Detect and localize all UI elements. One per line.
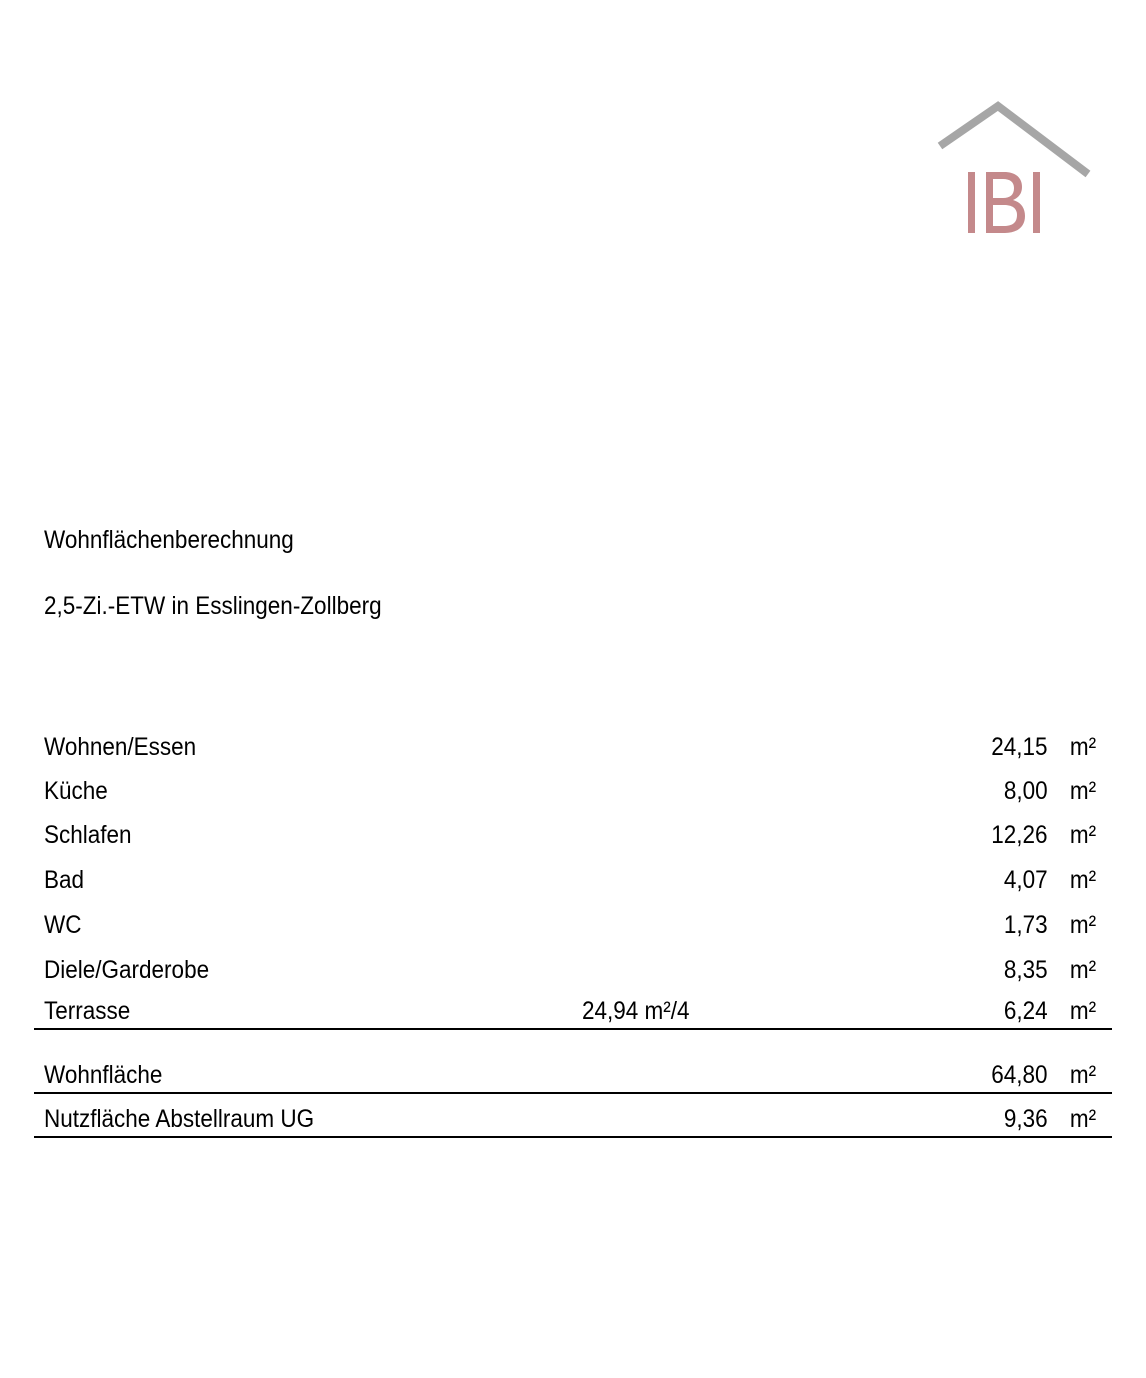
room-label: Bad (44, 866, 85, 894)
room-value: 6,24 (1004, 997, 1048, 1025)
room-row-wohnen-essen (34, 720, 1112, 764)
room-unit: m² (1069, 956, 1096, 984)
total-label: Wohnfläche (44, 1061, 163, 1089)
document-subtitle: 2,5-Zi.-ETW in Esslingen-Zollberg (44, 592, 382, 620)
room-row-terrasse (34, 984, 1112, 1030)
document-title: Wohnflächenberechnung (44, 526, 294, 554)
room-label: Diele/Garderobe (44, 956, 210, 984)
total-unit: m² (1069, 1105, 1096, 1133)
room-row-wc (34, 898, 1112, 942)
total-row-nutzflaeche (34, 1092, 1112, 1138)
room-label: Terrasse (44, 997, 131, 1025)
room-row-schlafen (34, 808, 1112, 852)
room-label: Wohnen/Essen (44, 733, 197, 761)
room-unit: m² (1069, 866, 1096, 894)
room-note: 24,94 m²/4 (582, 997, 690, 1025)
room-unit: m² (1069, 777, 1096, 805)
room-row-bad (34, 853, 1112, 897)
room-unit: m² (1069, 733, 1096, 761)
room-unit: m² (1069, 997, 1096, 1025)
room-label: WC (44, 911, 82, 939)
total-value: 9,36 (1004, 1105, 1048, 1133)
room-value: 4,07 (1004, 866, 1048, 894)
room-label: Schlafen (44, 821, 132, 849)
room-label: Küche (44, 777, 108, 805)
total-row-wohnflaeche (34, 1048, 1112, 1094)
room-unit: m² (1069, 911, 1096, 939)
total-label: Nutzfläche Abstellraum UG (44, 1105, 315, 1133)
room-row-kueche (34, 764, 1112, 808)
room-row-diele-garderobe (34, 943, 1112, 987)
room-value: 12,26 (991, 821, 1048, 849)
total-unit: m² (1069, 1061, 1096, 1089)
room-value: 1,73 (1004, 911, 1048, 939)
room-value: 24,15 (991, 733, 1048, 761)
total-value: 64,80 (991, 1061, 1048, 1089)
room-value: 8,00 (1004, 777, 1048, 805)
room-unit: m² (1069, 821, 1096, 849)
room-value: 8,35 (1004, 956, 1048, 984)
